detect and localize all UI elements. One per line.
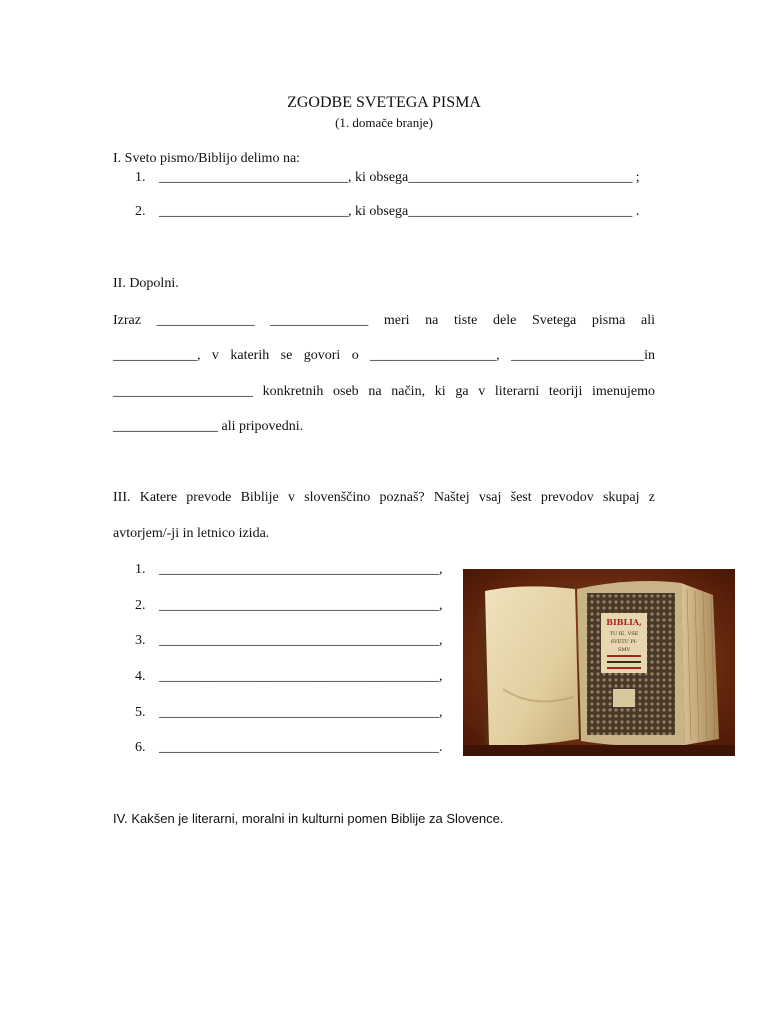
book-title-line: SVETU PI- [610,639,638,645]
section-3-item-blank[interactable]: ________________________________________, [159,705,443,720]
section-3-question-line: III. Katere prevode Biblije v slovenščino poznaš? Naštej vsaj šest prevodov skupaj z [113,490,655,505]
section-3-item-blank[interactable]: ________________________________________, [159,598,443,613]
page-title: ZGODBE SVETEGA PISMA [287,94,481,111]
section-2-line[interactable]: ____________________ konkretnih oseb na način, ki ga v literarni teoriji imenujemo [113,384,655,399]
page-subtitle: (1. domače branje) [335,115,433,130]
section-2-line[interactable]: ____________, v katerih se govori o __________________, ___________________in [113,348,655,363]
left-page [485,586,579,745]
section-3-item-blank[interactable]: ________________________________________, [159,562,443,577]
page-edges [681,583,719,745]
section-1-item-number: 2. [135,204,146,219]
section-1-item-blank[interactable]: ___________________________, ki obsega________________________________ ; [159,170,640,185]
section-1-item-blank[interactable]: ___________________________, ki obsega________________________________ . [159,204,640,219]
section-3-item-number: 1. [135,562,146,577]
bible-photo [463,569,735,756]
section-3-item-number: 3. [135,633,146,648]
section-3-item-blank[interactable]: ________________________________________. [159,740,443,755]
book-title-line: TU IE, VSE [609,631,639,637]
section-3-item-number: 6. [135,740,146,755]
section-2-heading: II. Dopolni. [113,276,179,291]
section-3-item-blank[interactable]: ________________________________________, [159,633,443,648]
section-2-line[interactable]: Izraz ______________ ______________ meri na tiste dele Svetega pisma ali [113,313,655,328]
open-book-illustration [463,569,735,756]
section-3-item-number: 2. [135,598,146,613]
book-title-line: BIBLIA, [606,617,642,627]
section-3-item-number: 5. [135,705,146,720]
section-1-item-number: 1. [135,170,146,185]
section-3-item-blank[interactable]: ________________________________________, [159,669,443,684]
section-3-item-number: 4. [135,669,146,684]
section-2-line[interactable]: _______________ ali pripovedni. [113,419,304,434]
section-3-question-line: avtorjem/-ji in letnico izida. [113,526,270,541]
book-title-line: SMV [617,647,631,653]
section-4-heading: IV. Kakšen je literarni, moralni in kulturni pomen Biblije za Slovence. [113,811,504,826]
section-1-heading: I. Sveto pismo/Biblijo delimo na: [113,151,301,166]
